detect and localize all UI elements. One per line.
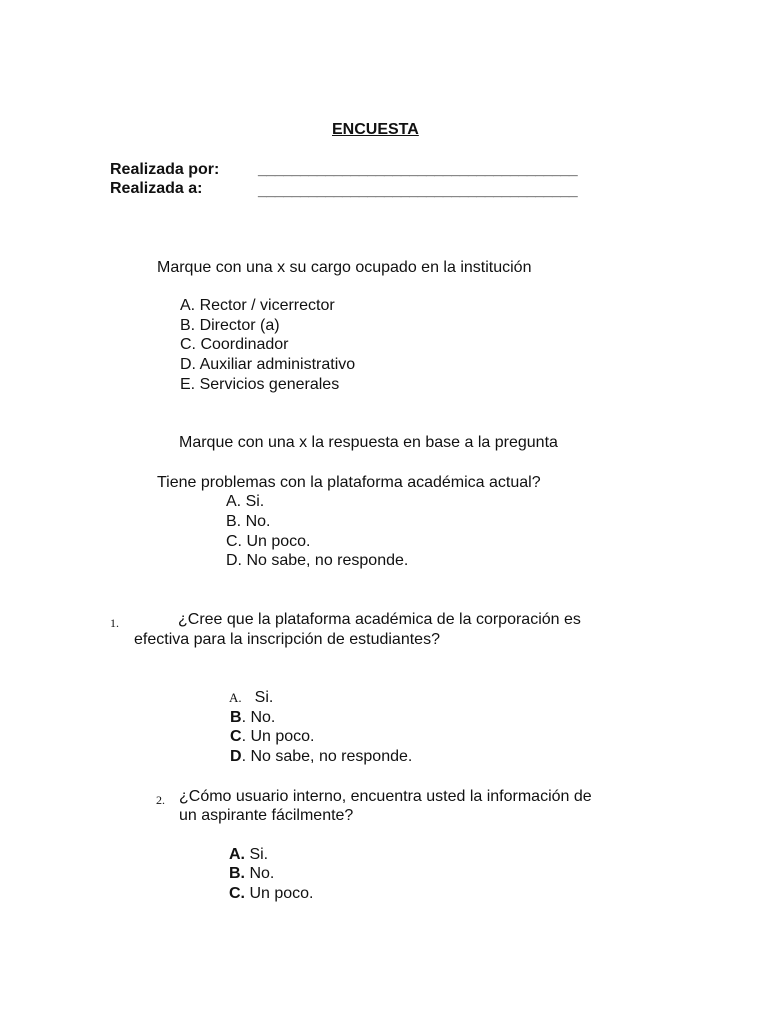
option-letter: A.	[229, 690, 242, 705]
question1-line1: ¿Cree que la plataforma académica de la corporación es	[178, 611, 581, 628]
option-text: No.	[245, 865, 275, 882]
section2-instruction: Marque con una x la respuesta en base a la pregunta	[179, 434, 558, 451]
option-text: Si.	[245, 846, 269, 863]
document-title: ENCUESTA	[332, 121, 419, 138]
option-letter: A.	[229, 846, 245, 863]
realizada-a-line: ______________________________________	[258, 182, 578, 199]
section2-question: Tiene problemas con la plataforma académica actual?	[157, 474, 541, 491]
realizada-por-label: Realizada por:	[110, 161, 220, 178]
answer-option: C. Un poco.	[226, 533, 311, 550]
answer-option	[229, 864, 274, 884]
question1-line2: efectiva para la inscripción de estudiantes?	[134, 631, 440, 648]
option-letter: C	[230, 728, 242, 745]
answer-option	[230, 727, 315, 747]
option-text: Si.	[254, 689, 274, 706]
answer-option: B. No.	[226, 513, 271, 530]
role-option: C. Coordinador	[180, 336, 289, 353]
answer-option	[230, 747, 412, 767]
question2-line2: un aspirante fácilmente?	[179, 807, 354, 824]
section1-instruction: Marque con una x su cargo ocupado en la institución	[157, 259, 532, 276]
option-text: Un poco.	[245, 885, 314, 902]
question2-line1: ¿Cómo usuario interno, encuentra usted la información de	[179, 788, 592, 805]
role-option: E. Servicios generales	[180, 376, 340, 393]
realizada-por-line: ______________________________________	[258, 161, 578, 178]
answer-option	[229, 688, 273, 708]
answer-option	[229, 884, 313, 904]
role-option: A. Rector / vicerrector	[180, 297, 335, 314]
realizada-a-label: Realizada a:	[110, 180, 203, 197]
option-letter: B.	[229, 865, 245, 882]
question-number: 1.	[110, 616, 119, 630]
answer-option	[230, 708, 275, 728]
option-letter: B	[230, 709, 242, 726]
option-letter: D	[230, 748, 242, 765]
role-option: B. Director (a)	[180, 317, 280, 334]
option-text: . No.	[241, 709, 276, 726]
option-text: . No sabe, no responde.	[241, 748, 413, 765]
answer-option	[229, 845, 268, 865]
option-text: . Un poco.	[241, 728, 315, 745]
question-number: 2.	[156, 793, 165, 807]
role-option: D. Auxiliar administrativo	[180, 356, 356, 373]
answer-option: D. No sabe, no responde.	[226, 552, 409, 569]
answer-option: A. Si.	[226, 493, 265, 510]
option-letter: C.	[229, 885, 245, 902]
